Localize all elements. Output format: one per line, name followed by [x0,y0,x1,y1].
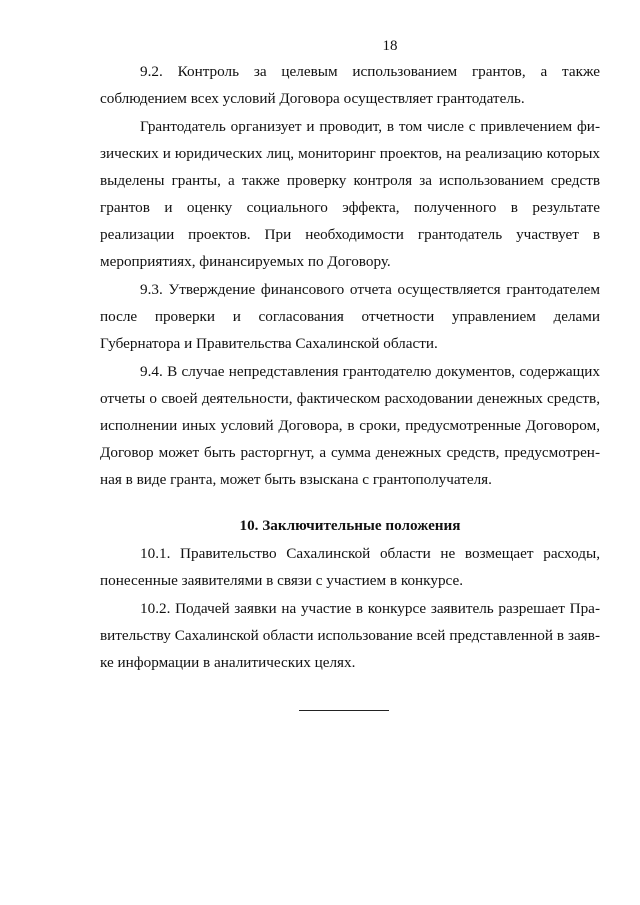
end-of-document-rule [299,710,389,711]
paragraph-9-4: 9.4. В случае непредставления грантодателю документов, содержащих отчеты о своей деятельности, фактическом расходовании денежных средств, исполнении иных условий Договора, в сроки, предусмотренные Договором, Договор может быть расторгнут, а сумма денежных средств, предусмотренная в виде гранта, может быть взыскана с грантополучателя. [100,363,600,488]
page-number: 18 [382,38,398,54]
paragraph-9-3: 9.3. Утверждение финансового отчета осуществляется грантодателем после проверки и согласования отчетности управлением делами Губернатора и Правительства Сахалинской области. [100,281,600,352]
section-10-heading: 10. Заключительные положения [239,517,461,534]
paragraph-10-2: 10.2. Подачей заявки на участие в конкурсе заявитель разрешает Правительству Сахалинской области использование всей представленной в заявке информации в аналитических целях. [100,600,600,671]
paragraph-10-1: 10.1. Правительство Сахалинской области не возмещает расходы, понесенные заявителями в связи с участием в конкурсе. [100,545,600,589]
paragraph-grantor-monitoring: Грантодатель организует и проводит, в том числе с привлечением физических и юридических лиц, мониторинг проектов, на реализацию которых выделены гранты, а также проверку контроля за использованием средств грантов и оценку социального эффекта, полученного в результате реализации проектов. При необходимости грантодатель участвует в мероприятиях, финансируемых по Договору. [100,118,600,270]
document-body [100,58,600,676]
paragraph-9-2: 9.2. Контроль за целевым использованием грантов, а также соблюдением всех условий Договора осуществляет грантодатель. [100,63,600,107]
